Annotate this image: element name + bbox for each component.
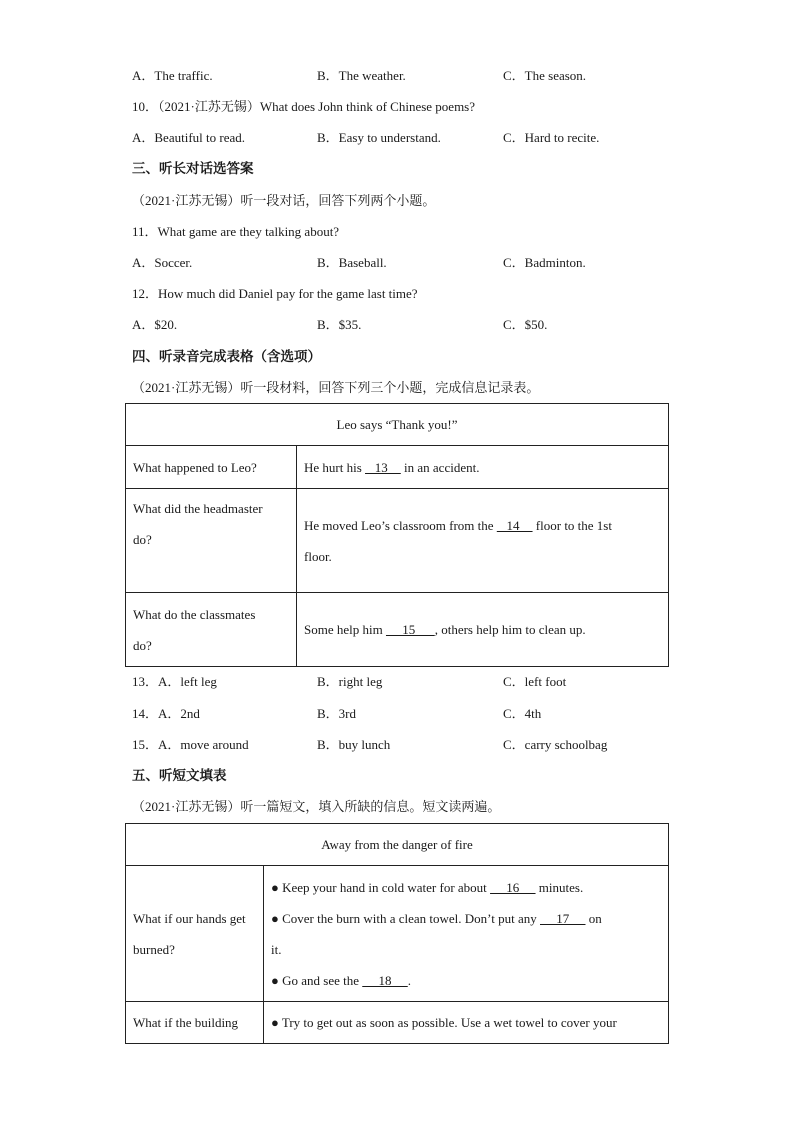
blank-13: 13 [365, 459, 401, 475]
table-title: Leo says “Thank you!” [126, 404, 669, 446]
q12-option-b: B．$35. [317, 317, 362, 332]
q10-option-c: C．Hard to recite. [503, 130, 600, 145]
row-answer: He moved Leo’s classroom from the 14 floor to the 1st floor. [297, 489, 669, 593]
section5-heading: 五、听短文填表 [132, 768, 227, 784]
q14-option-b: B．3rd [317, 706, 357, 721]
row-question: What if our hands get burned? [126, 866, 264, 1002]
q15-option-b: B．buy lunch [317, 737, 391, 752]
q10-option-a: A．Beautiful to read. [132, 130, 245, 145]
section3-intro: （2021·江苏无锡）听一段对话，回答下列两个小题。 [132, 193, 436, 208]
q11-option-b: B．Baseball. [317, 255, 387, 270]
blank-14: 14 [496, 517, 533, 533]
q11-option-c: C．Badminton. [503, 255, 586, 270]
row-answer: ● Keep your hand in cold water for about 16 minutes. ● Cover the burn with a clean towel. Don’t put any 17 on it. ● Go and see the 18 . [264, 866, 669, 1002]
row-answer [297, 446, 669, 489]
q12-option-c: C．$50. [503, 317, 548, 332]
blank-15: 15 [385, 622, 435, 637]
section4-heading: 四、听录音完成表格（含选项） [132, 349, 321, 365]
row-answer: Some help him 15 , others help him to clean up. [297, 593, 669, 667]
blank-17: 17 [540, 910, 586, 926]
section5-intro: （2021·江苏无锡）听一篇短文，填入所缺的信息。短文读两遍。 [132, 799, 501, 814]
row-answer: ● Try to get out as soon as possible. Use a wet towel to cover your [264, 1002, 669, 1044]
row-question: What if the building [126, 1002, 264, 1044]
q13-option-b: B．right leg [317, 674, 383, 689]
q11-option-a: A．Soccer. [132, 255, 193, 270]
row-question: What do the classmates do? [126, 593, 297, 667]
table-row [126, 446, 669, 489]
table-title: Away from the danger of fire [126, 824, 669, 866]
q10-stem: 10．（2021·江苏无锡）What does John think of Chinese poems? [132, 99, 476, 114]
section3-heading: 三、听长对话选答案 [132, 161, 254, 177]
q9-option-c: C．The season. [503, 68, 587, 83]
q12-stem: 12．How much did Daniel pay for the game last time? [132, 286, 418, 301]
q15-option-c: C．carry schoolbag [503, 737, 608, 752]
leo-info-table [125, 403, 669, 667]
table-row [126, 866, 669, 1002]
row-question: What happened to Leo? [126, 446, 297, 489]
q11-stem: 11．What game are they talking about? [132, 224, 340, 239]
q14-option-a: 14．A．2nd [132, 706, 200, 721]
q12-option-a: A．$20. [132, 317, 178, 332]
q9-option-b: B．The weather. [317, 68, 406, 83]
table-row [126, 1002, 669, 1044]
q15-option-a: 15．A．move around [132, 737, 249, 752]
answer-text: in an accident. [400, 459, 480, 475]
section4-intro: （2021·江苏无锡）听一段材料，回答下列三个小题，完成信息记录表。 [132, 380, 540, 395]
table-row [126, 489, 669, 593]
answer-text: He hurt his [304, 459, 366, 475]
q14-option-c: C．4th [503, 706, 542, 721]
q13-option-c: C．left foot [503, 674, 567, 689]
q9-option-a: A．The traffic. [132, 68, 213, 83]
table-row [126, 593, 669, 667]
q13-option-a: 13．A．left leg [132, 674, 217, 689]
row-question: What did the headmaster do? [126, 489, 297, 593]
fire-info-table [125, 823, 669, 1044]
blank-18: 18 [362, 972, 408, 988]
blank-16: 16 [490, 879, 536, 895]
q10-option-b: B．Easy to understand. [317, 130, 441, 145]
